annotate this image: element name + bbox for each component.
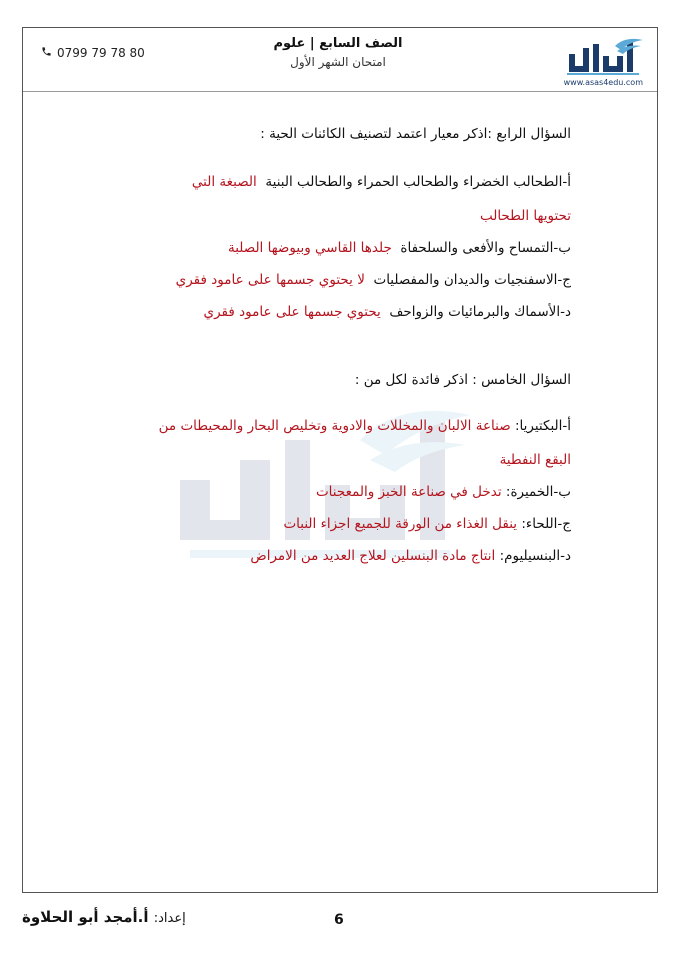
phone-text: 0799 79 78 80 <box>57 46 145 60</box>
q4-item-a <box>192 174 571 190</box>
q4-item-b <box>228 240 571 256</box>
q4-item-d-prefix: د-الأسماك والبرمائيات والزواحف <box>389 304 571 320</box>
q5-title: السؤال الخامس : اذكر فائدة لكل من : <box>354 372 571 388</box>
q5-item-d-answer: انتاج مادة البنسلين لعلاج العديد من الامراض <box>250 548 496 564</box>
q4-item-b-answer: جلدها القاسي وبيوضها الصلبة <box>227 240 392 256</box>
q5-item-a <box>159 418 571 434</box>
q4-item-c-prefix: ج-الاسفنجيات والديدان والمفصليات <box>373 272 571 288</box>
prepared-by-label: إعداد: <box>153 911 186 926</box>
q5-item-c-answer: ينقل الغذاء من الورقة للجميع اجزاء النبات <box>283 516 518 532</box>
q4-item-d-answer: يحتوي جسمها على عامود فقري <box>203 304 381 320</box>
q4-item-a-prefix: أ-الطحالب الخضراء والطحالب الحمراء والطحالب البنية <box>265 174 571 190</box>
q4-item-d <box>204 304 571 320</box>
q4-item-c <box>176 272 571 288</box>
q5-item-b-answer: تدخل في صناعة الخبز والمعجنات <box>315 484 502 500</box>
q5-item-a-answer: صناعة الالبان والمخللات والادوية وتخليص البحار والمحيطات من <box>158 418 511 434</box>
page-number: 6 <box>334 912 344 928</box>
q4-title: السؤال الرابع :اذكر معيار اعتمد لتصنيف الكائنات الحية : <box>260 126 571 142</box>
q4-item-b-prefix: ب-التمساح والأفعى والسلحفاة <box>400 240 571 256</box>
q4-item-c-answer: لا يحتوي جسمها على عامود فقري <box>175 272 365 288</box>
q5-item-d <box>250 548 571 564</box>
q5-item-a-answer-cont: البقع النفطية <box>499 452 571 468</box>
q5-item-c-prefix: ج-اللحاء: <box>521 516 571 532</box>
exam-name: امتحان الشهر الأول <box>290 55 386 69</box>
q5-item-a-cont <box>500 452 571 468</box>
grade-subject: الصف السابع | علوم <box>273 36 403 51</box>
q4-item-a-answer: الصبغة التي <box>191 174 257 190</box>
q5-item-c <box>283 516 571 532</box>
q4-item-a-cont <box>480 208 571 224</box>
footer-author <box>22 908 186 926</box>
author-name: أ.أمجد أبو الحلاوة <box>22 908 149 926</box>
website-url: www.asas4edu.com <box>563 78 643 87</box>
q5-item-a-prefix: أ-البكتيريا: <box>514 418 571 434</box>
q4-item-a-answer-cont: تحتويها الطحالب <box>479 208 571 224</box>
q5-item-b-prefix: ب-الخميرة: <box>505 484 571 500</box>
q5-item-d-prefix: د-البنسيليوم: <box>499 548 571 564</box>
q5-item-b <box>316 484 571 500</box>
